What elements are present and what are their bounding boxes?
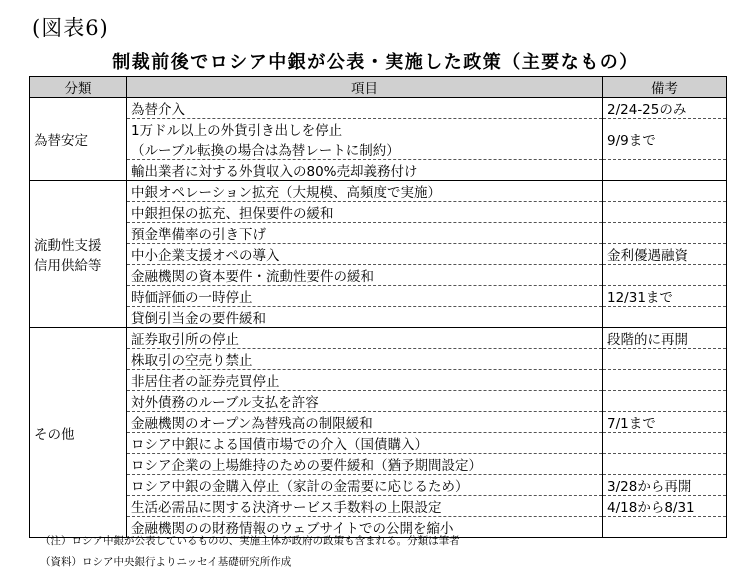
note-cell (603, 202, 727, 223)
policy-table (29, 76, 727, 538)
item-text: ロシア中銀の金購入停止（家計の金需要に応じるため） (131, 479, 469, 495)
item-text: 為替介入 (131, 102, 185, 118)
note-cell: 12/31まで (603, 286, 727, 307)
item-cell (127, 98, 603, 119)
item-cell (127, 244, 603, 265)
table-row (30, 496, 727, 517)
item-text: ロシア中銀による国債市場での介入（国債購入） (131, 437, 428, 453)
table-header-row (30, 77, 727, 98)
item-cell (127, 496, 603, 517)
item-text: 非居住者の証券売買停止 (131, 374, 280, 390)
category-label: 為替安定 (34, 133, 88, 149)
note-cell (603, 349, 727, 370)
item-text: 株取引の空売り禁止 (131, 353, 253, 369)
table-row (30, 433, 727, 454)
item-cell (127, 119, 603, 160)
table-row (30, 412, 727, 433)
item-text: 金融機関のオープン為替残高の制限緩和 (131, 416, 373, 432)
table-row (30, 286, 727, 307)
item-cell (127, 391, 603, 412)
item-text: 中小企業支援オペの導入 (131, 248, 280, 264)
category-cell (30, 181, 127, 328)
item-cell (127, 160, 603, 181)
item-text: 証券取引所の停止 (131, 332, 239, 348)
note-cell: 4/18から8/31 (603, 496, 727, 517)
item-subtext: （ルーブル転換の場合は為替レートに制約） (131, 143, 400, 159)
header-note: 備考 (603, 77, 727, 98)
item-text: ロシア企業の上場維持のための要件緩和（猶予期間設定） (131, 458, 482, 474)
item-cell (127, 265, 603, 286)
item-cell (127, 454, 603, 475)
note-cell: 9/9まで (603, 119, 727, 160)
note-cell (603, 223, 727, 244)
note-cell: 2/24-25のみ (603, 98, 727, 119)
table-row (30, 328, 727, 349)
item-cell (127, 412, 603, 433)
table-row (30, 475, 727, 496)
table-row (30, 160, 727, 181)
item-cell (127, 433, 603, 454)
table-row (30, 391, 727, 412)
category-cell (30, 98, 127, 181)
note-cell (603, 265, 727, 286)
note-cell: 3/28から再開 (603, 475, 727, 496)
header-item: 項目 (127, 77, 603, 98)
figure-label: (図表6) (32, 16, 109, 40)
note-cell (603, 454, 727, 475)
item-text: 中銀担保の拡充、担保要件の緩和 (131, 206, 334, 222)
note-cell (603, 433, 727, 454)
note-cell: 段階的に再開 (603, 328, 727, 349)
item-text: 対外債務のルーブル支払を許容 (131, 395, 319, 411)
category-label: その他 (34, 426, 75, 443)
item-cell (127, 181, 603, 202)
table-row (30, 244, 727, 265)
category-label: 流動性支援 (34, 238, 102, 254)
item-text: 生活必需品に関する決済サービス手数料の上限設定 (131, 500, 442, 516)
note-cell (603, 160, 727, 181)
note-cell (603, 307, 727, 328)
note-cell: 7/1まで (603, 412, 727, 433)
table-row (30, 265, 727, 286)
table-row (30, 349, 727, 370)
category-label: 信用供給等 (34, 258, 102, 274)
note-cell (603, 391, 727, 412)
table-body (30, 98, 727, 538)
note-cell (603, 370, 727, 391)
item-text: 中銀オペレーション拡充（大規模、高頻度で実施） (131, 185, 441, 201)
footnote-source: （資料）ロシア中央銀行よりニッセイ基礎研究所作成 (40, 556, 292, 568)
table-row (30, 202, 727, 223)
footnote-note: （注）ロシア中銀が公表しているものの、実施主体が政府の政策も含まれる。分類は筆者 (40, 535, 460, 547)
item-cell (127, 328, 603, 349)
item-text: 貸倒引当金の要件緩和 (131, 311, 266, 327)
table-row (30, 119, 727, 160)
item-text: 預金準備率の引き下げ (131, 227, 266, 243)
item-text: 金融機関の資本要件・流動性要件の緩和 (131, 269, 374, 285)
table-row (30, 181, 727, 202)
item-cell (127, 286, 603, 307)
table-row (30, 370, 727, 391)
table-row (30, 223, 727, 244)
item-text: 時価評価の一時停止 (131, 290, 253, 306)
table-row (30, 454, 727, 475)
note-cell (603, 181, 727, 202)
item-text: 金融機関のの財務情報のウェブサイトでの公開を縮小 (131, 521, 454, 537)
item-cell (127, 223, 603, 244)
item-cell (127, 202, 603, 223)
item-cell (127, 475, 603, 496)
table-row (30, 307, 727, 328)
note-cell: 金利優遇融資 (603, 244, 727, 265)
item-text: 輸出業者に対する外貨収入の80%売却義務付け (131, 164, 418, 180)
table-row (30, 98, 727, 119)
header-category: 分類 (30, 77, 127, 98)
item-cell (127, 307, 603, 328)
item-text: 1万ドル以上の外貨引き出しを停止 (131, 123, 343, 139)
note-cell (603, 517, 727, 538)
category-cell (30, 328, 127, 538)
item-cell (127, 349, 603, 370)
item-cell (127, 370, 603, 391)
table-title: 制裁前後でロシア中銀が公表・実施した政策（主要なもの） (112, 52, 639, 73)
